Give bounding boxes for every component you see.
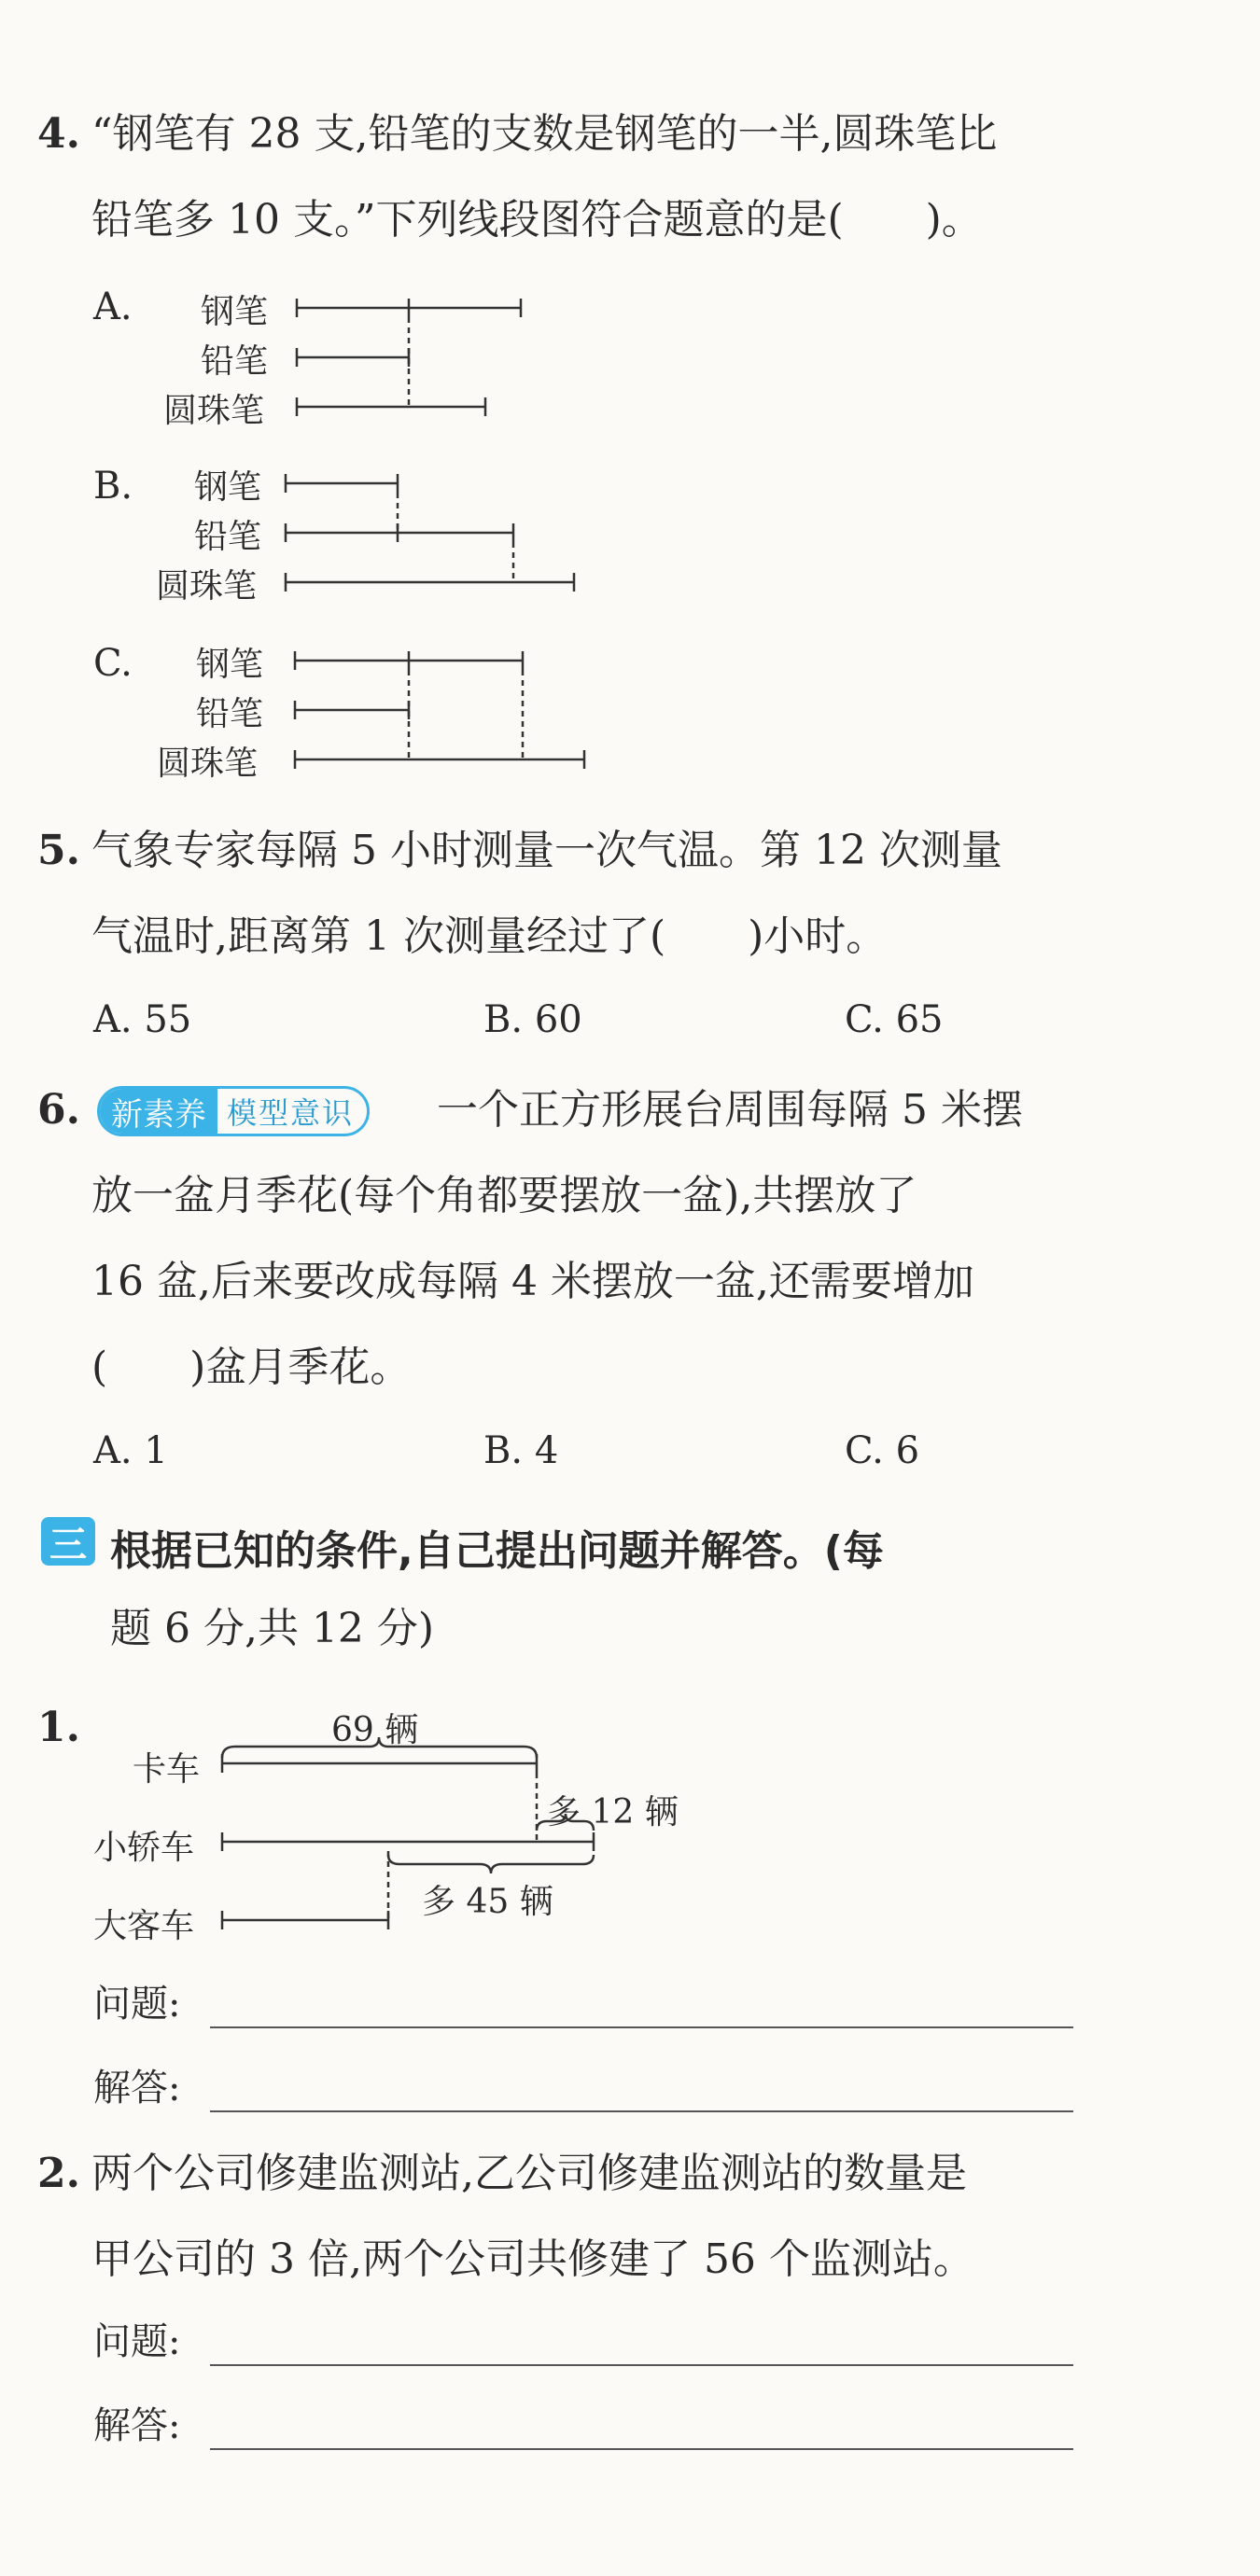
q4-option-c-letter[interactable]: C. xyxy=(93,642,133,685)
p1-answer-line[interactable] xyxy=(210,2110,1073,2112)
q4-option-b-letter[interactable]: B. xyxy=(93,465,133,508)
p1-label-bus: 大客车 xyxy=(93,1907,195,1945)
q5-option-a[interactable]: A. 55 xyxy=(93,998,192,1041)
section-three-title: 根据已知的条件,自己提出问题并解答。(每 xyxy=(110,1527,884,1575)
q4-text-line2: 铅笔多 10 支。”下列线段图符合题意的是( )。 xyxy=(91,196,983,244)
p1-answer-label: 解答: xyxy=(93,2067,181,2110)
q4-b-label-ballpen: 圆珠笔 xyxy=(156,567,258,606)
q4-c-label-ballpen: 圆珠笔 xyxy=(157,745,259,783)
section-three-title-line2: 题 6 分,共 12 分) xyxy=(110,1605,435,1652)
section-three-mark: 三 xyxy=(41,1517,95,1566)
p2-question-label: 问题: xyxy=(93,2320,181,2363)
q6-text-line1: 一个正方形展台周围每隔 5 米摆 xyxy=(437,1086,1023,1134)
p2-answer-line[interactable] xyxy=(210,2448,1073,2450)
q4-a-label-pen: 钢笔 xyxy=(201,293,269,331)
q6-text-line4: ( )盆月季花。 xyxy=(91,1344,412,1391)
p1-more-45-label: 多 45 辆 xyxy=(422,1883,553,1921)
q4-option-a-letter[interactable]: A. xyxy=(93,285,133,328)
p1-more-12-label: 多 12 辆 xyxy=(547,1793,679,1831)
q6-option-c[interactable]: C. 6 xyxy=(845,1429,920,1472)
q4-a-label-ballpen: 圆珠笔 xyxy=(163,392,265,430)
q4-b-label-pencil: 铅笔 xyxy=(194,518,262,556)
q4-a-label-pencil: 铅笔 xyxy=(201,342,269,381)
p2-number: 2. xyxy=(37,2150,80,2197)
q5-text-line1: 气象专家每隔 5 小时测量一次气温。第 12 次测量 xyxy=(91,827,1002,874)
q4-c-label-pencil: 铅笔 xyxy=(196,695,264,733)
badge-new-literacy: 新素养 xyxy=(100,1089,217,1134)
q6-option-a[interactable]: A. 1 xyxy=(93,1429,168,1472)
q4-c-label-pen: 钢笔 xyxy=(196,646,264,684)
p1-question-label: 问题: xyxy=(93,1983,181,2026)
q4-b-label-pen: 钢笔 xyxy=(194,468,262,507)
q4-text-line1: “钢笔有 28 支,铅笔的支数是钢笔的一半,圆珠笔比 xyxy=(91,110,998,158)
q4-number: 4. xyxy=(37,110,80,158)
p2-question-line[interactable] xyxy=(210,2364,1073,2366)
p1-question-line[interactable] xyxy=(210,2026,1073,2028)
p1-label-car: 小轿车 xyxy=(93,1829,195,1867)
p2-answer-label: 解答: xyxy=(93,2404,181,2447)
q5-option-c[interactable]: C. 65 xyxy=(845,998,944,1041)
p2-text-line2: 甲公司的 3 倍,两个公司共修建了 56 个监测站。 xyxy=(91,2235,974,2283)
p1-number: 1. xyxy=(37,1704,80,1751)
q5-text-line2: 气温时,距离第 1 次测量经过了( )小时。 xyxy=(91,912,888,960)
q6-text-line3: 16 盆,后来要改成每隔 4 米摆放一盆,还需要增加 xyxy=(91,1258,974,1305)
q6-number: 6. xyxy=(37,1086,80,1134)
q5-number: 5. xyxy=(37,827,80,874)
p1-brace-top-label: 69 辆 xyxy=(331,1711,419,1749)
q6-text-line2: 放一盆月季花(每个角都要摆放一盆),共摆放了 xyxy=(91,1172,917,1219)
badge-model-awareness: 模型意识 xyxy=(227,1095,355,1131)
q6-option-b[interactable]: B. 4 xyxy=(483,1429,559,1472)
p1-label-truck: 卡车 xyxy=(133,1750,201,1789)
q5-option-b[interactable]: B. 60 xyxy=(483,998,582,1041)
p2-text-line1: 两个公司修建监测站,乙公司修建监测站的数量是 xyxy=(91,2150,967,2197)
